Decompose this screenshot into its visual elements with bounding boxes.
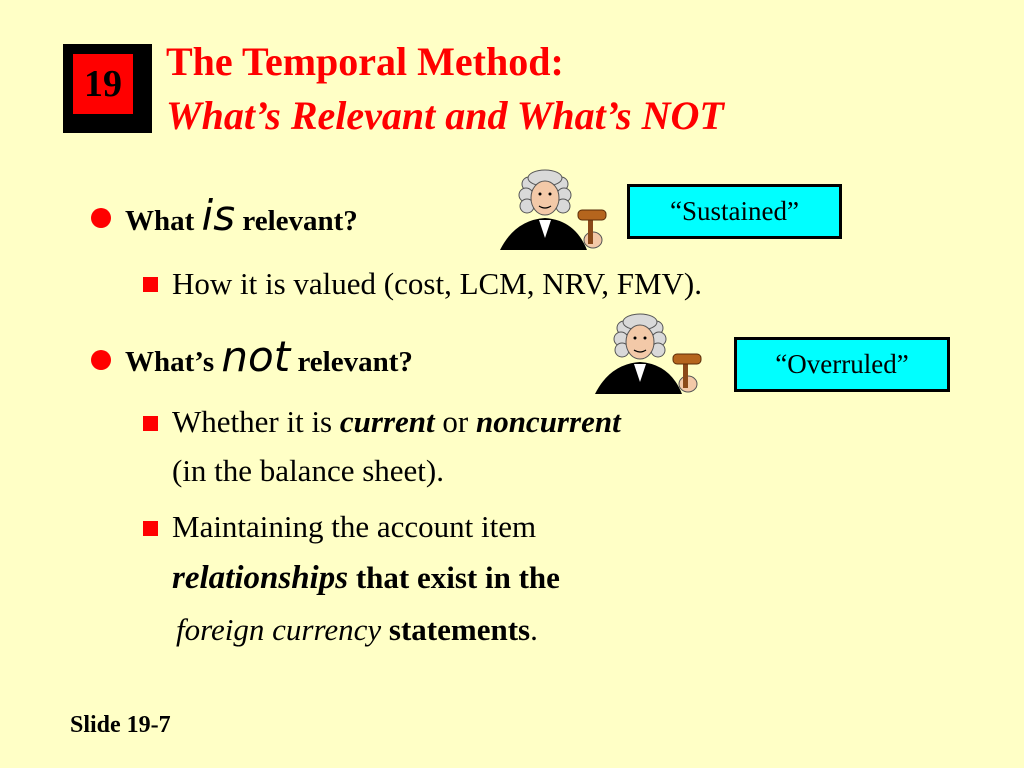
bullet-dot — [91, 350, 111, 370]
sub-bullet-square — [143, 521, 158, 536]
judge-with-gavel-icon — [495, 168, 610, 256]
emphasis-current: current — [339, 404, 435, 439]
sub-bullet-square — [143, 277, 158, 292]
slide-title: The Temporal Method: — [166, 39, 564, 84]
text-segment: Whether it is — [172, 404, 333, 439]
text-segment: or — [442, 404, 469, 439]
valuation-text: How it is valued (cost, LCM, NRV, FMV). — [172, 266, 702, 301]
text-segment: statements — [388, 612, 531, 647]
text-segment: that exist in the — [355, 560, 560, 595]
sustained-label: “Sustained” — [627, 184, 842, 239]
bullet-what-not — [125, 332, 413, 382]
period: . — [530, 612, 538, 647]
emphasis-noncurrent: noncurrent — [475, 404, 621, 439]
bullet-suffix: relevant? — [242, 205, 358, 237]
slide-subtitle: What’s Relevant and What’s NOT — [166, 93, 724, 138]
slide-number: Slide 19-7 — [70, 712, 171, 738]
overruled-label: “Overruled” — [734, 337, 950, 392]
bullet-emphasis: not — [221, 332, 291, 381]
bullet-prefix: What — [125, 205, 195, 237]
maintaining-line: Maintaining the account item — [172, 509, 537, 544]
chapter-number: 19 — [73, 54, 133, 114]
emphasis-relationships: relationships — [172, 560, 349, 596]
judge-with-gavel-icon — [590, 312, 705, 400]
chapter-badge — [63, 44, 152, 133]
bullet-what-is — [125, 191, 358, 241]
relationships-line — [172, 558, 560, 598]
sub-bullet-square — [143, 416, 158, 431]
emphasis-foreign-currency: foreign currency — [176, 612, 382, 647]
bullet-prefix: What’s — [125, 346, 215, 378]
balance-sheet-line: (in the balance sheet). — [172, 453, 444, 488]
bullet-dot — [91, 208, 111, 228]
current-noncurrent-line — [172, 402, 621, 442]
bullet-emphasis: is — [201, 191, 236, 240]
bullet-suffix: relevant? — [297, 346, 413, 378]
foreign-currency-line — [176, 610, 538, 650]
